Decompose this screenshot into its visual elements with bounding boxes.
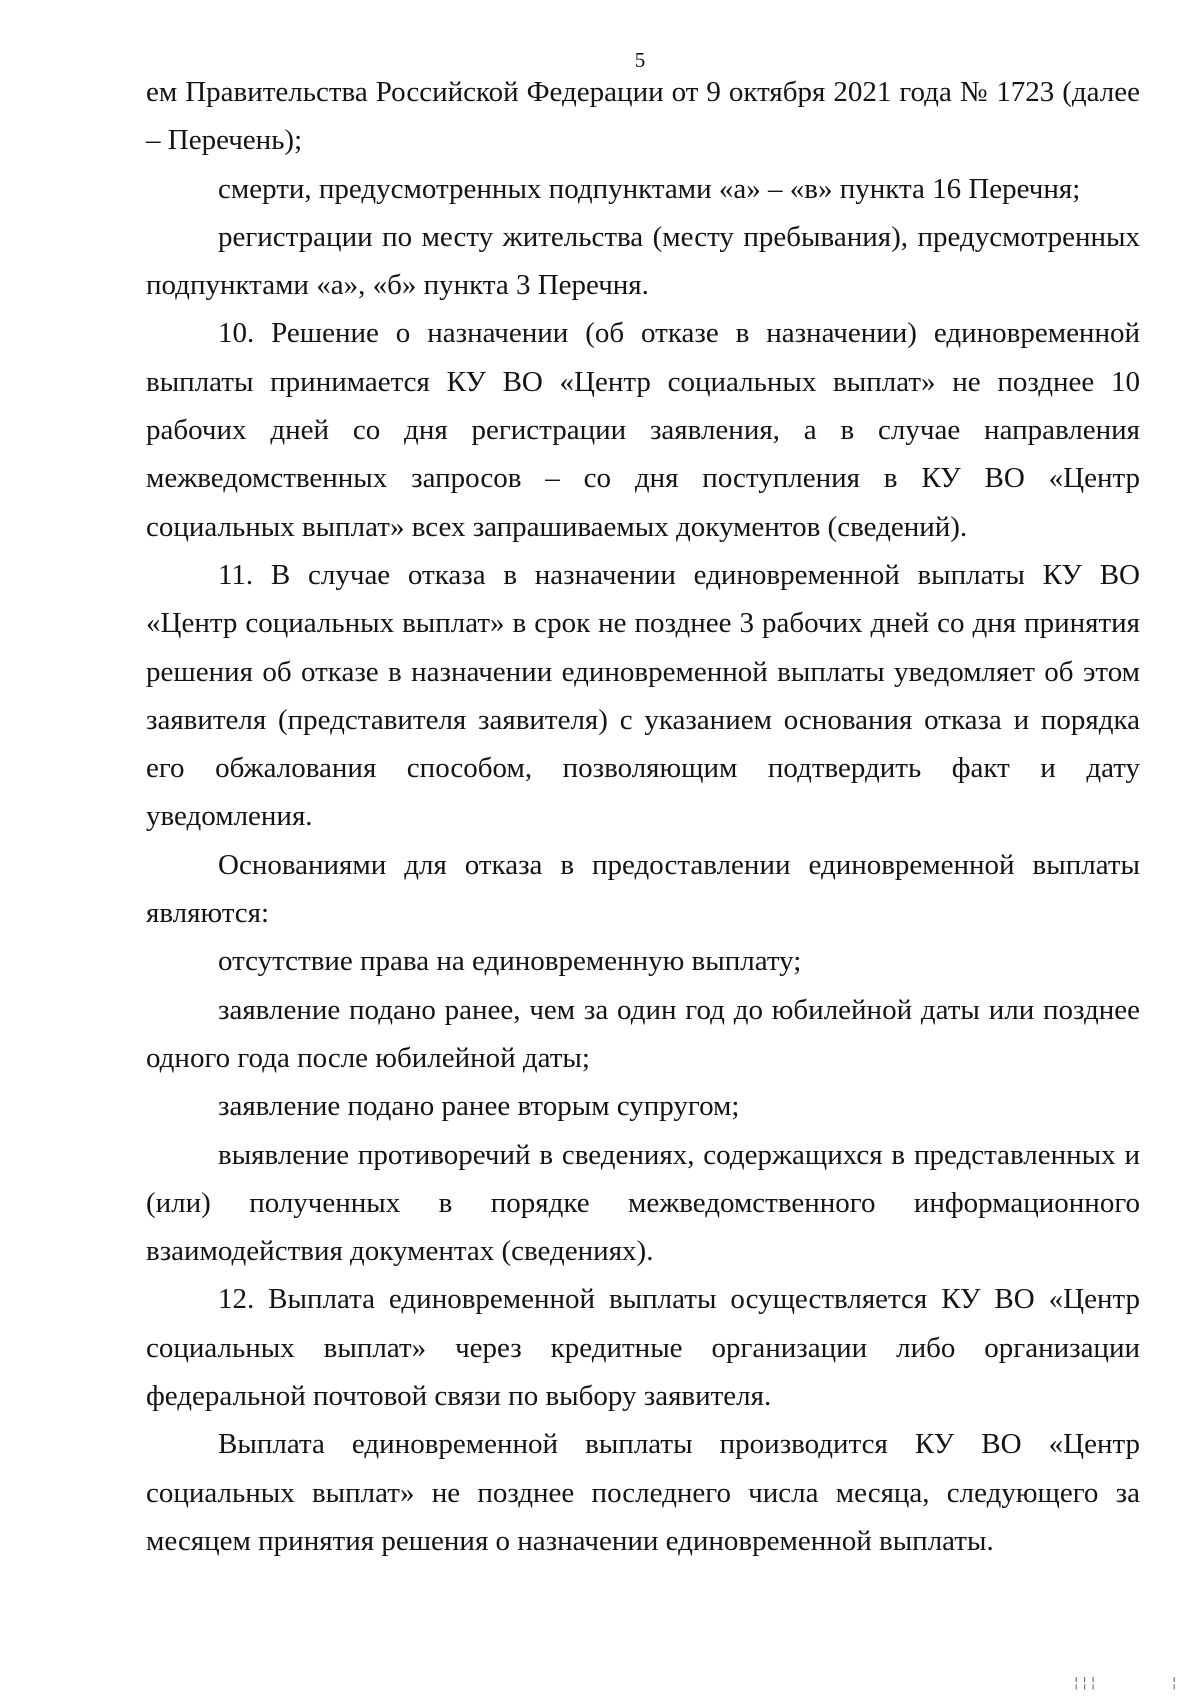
- scan-artifact-mark: ¦¦¦: [1072, 1675, 1098, 1691]
- paragraph: Основаниями для отказа в предоставлении единовременной выплаты являются:: [146, 848, 1140, 930]
- page-number: 5: [634, 48, 646, 72]
- paragraph: смерти, предусмотренных подпунктами «а» – «в» пункта 16 Перечня;: [218, 172, 1081, 205]
- paragraph-item-10: 10. Решение о назначении (об отказе в назначении) единовременной выплаты принимается КУ ВО «Центр социальных выплат» не позднее 10 рабочих дней со дня регистрации заявления, а в случае направления межведомственных запросов – со дня поступления в КУ ВО «Центр социальных выплат» всех запрашиваемых документов (сведений).: [146, 317, 1140, 543]
- scan-artifact-mark: ¦: [1170, 1675, 1179, 1691]
- paragraph: ем Правительства Российской Федерации от 9 октября 2021 года № 1723 (далее – Перечень);: [146, 76, 1140, 157]
- list-item: выявление противоречий в сведениях, содержащихся в представленных и (или) полученных в порядке межведомственного информационного взаимодействия документах (сведениях).: [146, 1138, 1140, 1268]
- list-item: заявление подано ранее, чем за один год до юбилейной даты или позднее одного года после юбилейной даты;: [146, 993, 1140, 1074]
- document-body: [146, 68, 1140, 1565]
- paragraph: Выплата единовременной выплаты производится КУ ВО «Центр социальных выплат» не позднее последнего числа месяца, следующего за месяцем принятия решения о назначении единовременной выплаты.: [146, 1428, 1140, 1557]
- paragraph: регистрации по месту жительства (месту пребывания), предусмотренных подпунктами «а», «б» пункта 3 Перечня.: [146, 220, 1140, 302]
- list-item: заявление подано ранее вторым супругом;: [218, 1090, 740, 1123]
- paragraph-item-12: 12. Выплата единовременной выплаты осуществляется КУ ВО «Центр социальных выплат» через кредитные организации либо организации федеральной почтовой связи по выбору заявителя.: [146, 1283, 1140, 1413]
- list-item: отсутствие права на единовременную выплату;: [218, 945, 802, 978]
- paragraph-item-11: 11. В случае отказа в назначении единовременной выплаты КУ ВО «Центр социальных выплат» в срок не позднее 3 рабочих дней со дня принятия решения об отказе в назначении единовременной выплаты уведомляет об этом заявителя (представителя заявителя) с указанием основания отказа и порядка его обжалования способом, позволяющим подтвердить факт и дату уведомления.: [146, 558, 1140, 833]
